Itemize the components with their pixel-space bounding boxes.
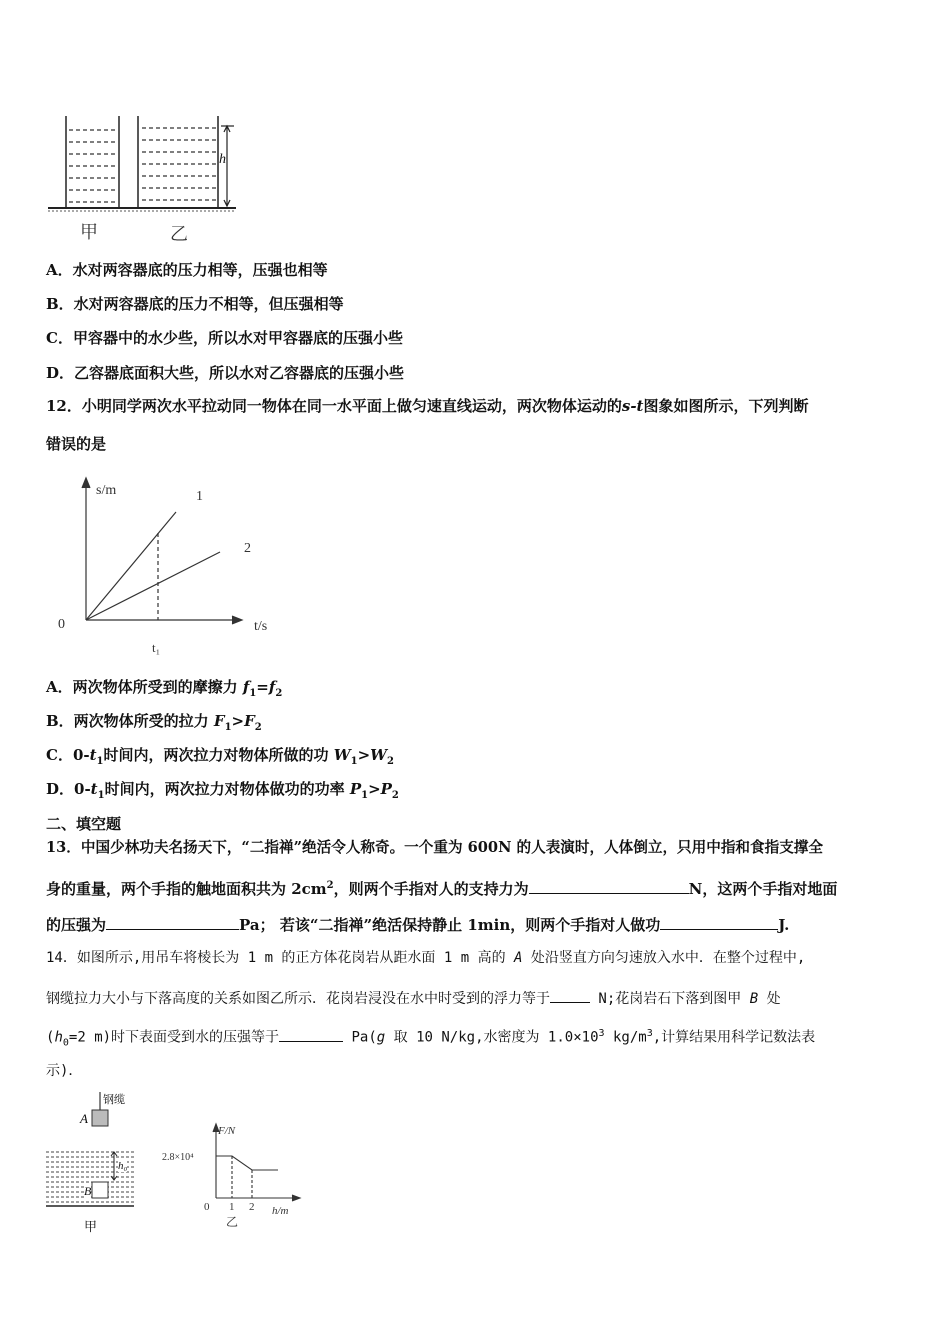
st-y-label: s/m bbox=[96, 483, 117, 498]
q12-stem-line1: 12．小明同学两次水平拉动同一物体在同一水平面上做匀速直线运动，两次物体运动的s-t图象如图所示，下列判断 bbox=[46, 397, 809, 415]
series-line-2 bbox=[86, 552, 220, 620]
crane-water-figure bbox=[44, 1090, 144, 1210]
block-a bbox=[92, 1110, 108, 1126]
q14-line2: 钢缆拉力大小与下落高度的关系如图乙所示．花岗岩浸没在水中时受到的浮力等于 N;花岗岩石下落到图甲 B 处 bbox=[46, 986, 781, 1009]
q13-blank-pressure[interactable] bbox=[106, 913, 239, 930]
fh-x-tick-1: 1 bbox=[229, 1201, 235, 1213]
st-x-label: t/s bbox=[254, 619, 268, 634]
q12-option-b: B．两次物体所受的拉力 $F_1>F_2$ bbox=[46, 712, 262, 733]
st-symbol: s-t bbox=[621, 397, 644, 415]
h0-marker bbox=[111, 1152, 117, 1180]
fh-y-value: 2.8×10⁴ bbox=[162, 1152, 194, 1163]
label-jia: 甲 bbox=[80, 222, 98, 243]
q12-option-a: A．两次物体所受到的摩擦力 $f_1=f_2$ bbox=[46, 678, 283, 699]
section-fill-blank-title: 二、填空题 bbox=[46, 815, 122, 833]
q14-blank-buoyancy[interactable] bbox=[550, 986, 590, 1003]
st-t1-tick: t₁ bbox=[152, 640, 161, 655]
force-height-graph bbox=[160, 1118, 310, 1228]
fh-x-tick-2: 2 bbox=[249, 1201, 255, 1213]
st-origin: 0 bbox=[58, 617, 65, 632]
q13-line1: 13．中国少林功夫名扬天下，“二指禅”绝活令人称奇。一个重为 600N 的人表演时，人体倒立，只用中指和食指支撑全 bbox=[46, 839, 823, 856]
fh-x-label: h/m bbox=[272, 1205, 289, 1217]
fig-yi-label: 乙 bbox=[226, 1215, 239, 1228]
q14-blank-pressure[interactable] bbox=[279, 1025, 343, 1042]
q13-line2: 身的重量，两个手指的触地面积共为 $2cm^2$，则两个手指对人的支持力为 N，这两个手指对地面 bbox=[46, 876, 837, 899]
series-line-1 bbox=[86, 512, 176, 620]
q14-line3: ($h_0=2$ m)时下表面受到水的压强等于 Pa(g 取 10 N/kg,水密度为 $1.0\times 10^3$ $kg/m^3$,计算结果用科学记数法表 bbox=[46, 1024, 815, 1053]
q12-option-d: D．$0-t_1$时间内，两次拉力对物体做功的功率 $P_1>P_2$ bbox=[46, 780, 399, 801]
q11-option-d: D．乙容器底面积大些，所以水对乙容器底的压强小些 bbox=[46, 364, 405, 382]
st-graph bbox=[50, 470, 290, 660]
series-label-2: 2 bbox=[244, 541, 251, 556]
q13-blank-support-force[interactable] bbox=[529, 877, 689, 894]
container-figure bbox=[46, 108, 246, 248]
fh-force-line bbox=[216, 1156, 278, 1170]
label-yi: 乙 bbox=[170, 224, 188, 245]
q13-blank-work[interactable] bbox=[660, 913, 778, 930]
point-b-label: B bbox=[84, 1184, 92, 1198]
point-a-label: A bbox=[80, 1111, 88, 1126]
fh-y-label: F/N bbox=[218, 1125, 236, 1137]
q11-option-b: B．水对两容器底的压力不相等，但压强相等 bbox=[46, 295, 344, 313]
container-yi bbox=[138, 116, 218, 208]
q11-option-c: C．甲容器中的水少些，所以水对甲容器底的压强小些 bbox=[46, 329, 403, 347]
series-label-1: 1 bbox=[196, 489, 203, 504]
cable-label: 钢缆 bbox=[103, 1093, 125, 1106]
fh-x-origin: 0 bbox=[204, 1201, 210, 1213]
q14-line1: 14．如图所示,用吊车将棱长为 1 m 的正方体花岗岩从距水面 1 m 高的 A 处沿竖直方向匀速放入水中．在整个过程中, bbox=[46, 950, 806, 966]
h0-label: h₀ bbox=[118, 1160, 128, 1172]
q13-line3: 的压强为 Pa； 若该“二指禅”绝活保持静止 1min，则两个手指对人做功 J. bbox=[46, 913, 789, 935]
height-label: h bbox=[219, 152, 226, 167]
container-jia bbox=[66, 116, 119, 208]
fig-jia-label: 甲 bbox=[84, 1220, 98, 1235]
q11-option-a: A．水对两容器底的压力相等，压强也相等 bbox=[46, 261, 328, 279]
q14-line4: 示)． bbox=[46, 1063, 83, 1079]
block-b bbox=[92, 1182, 108, 1198]
q12-option-c: C．$0-t_1$时间内，两次拉力对物体所做的功 $W_1>W_2$ bbox=[46, 746, 394, 767]
q12-stem-line2: 错误的是 bbox=[46, 435, 107, 453]
